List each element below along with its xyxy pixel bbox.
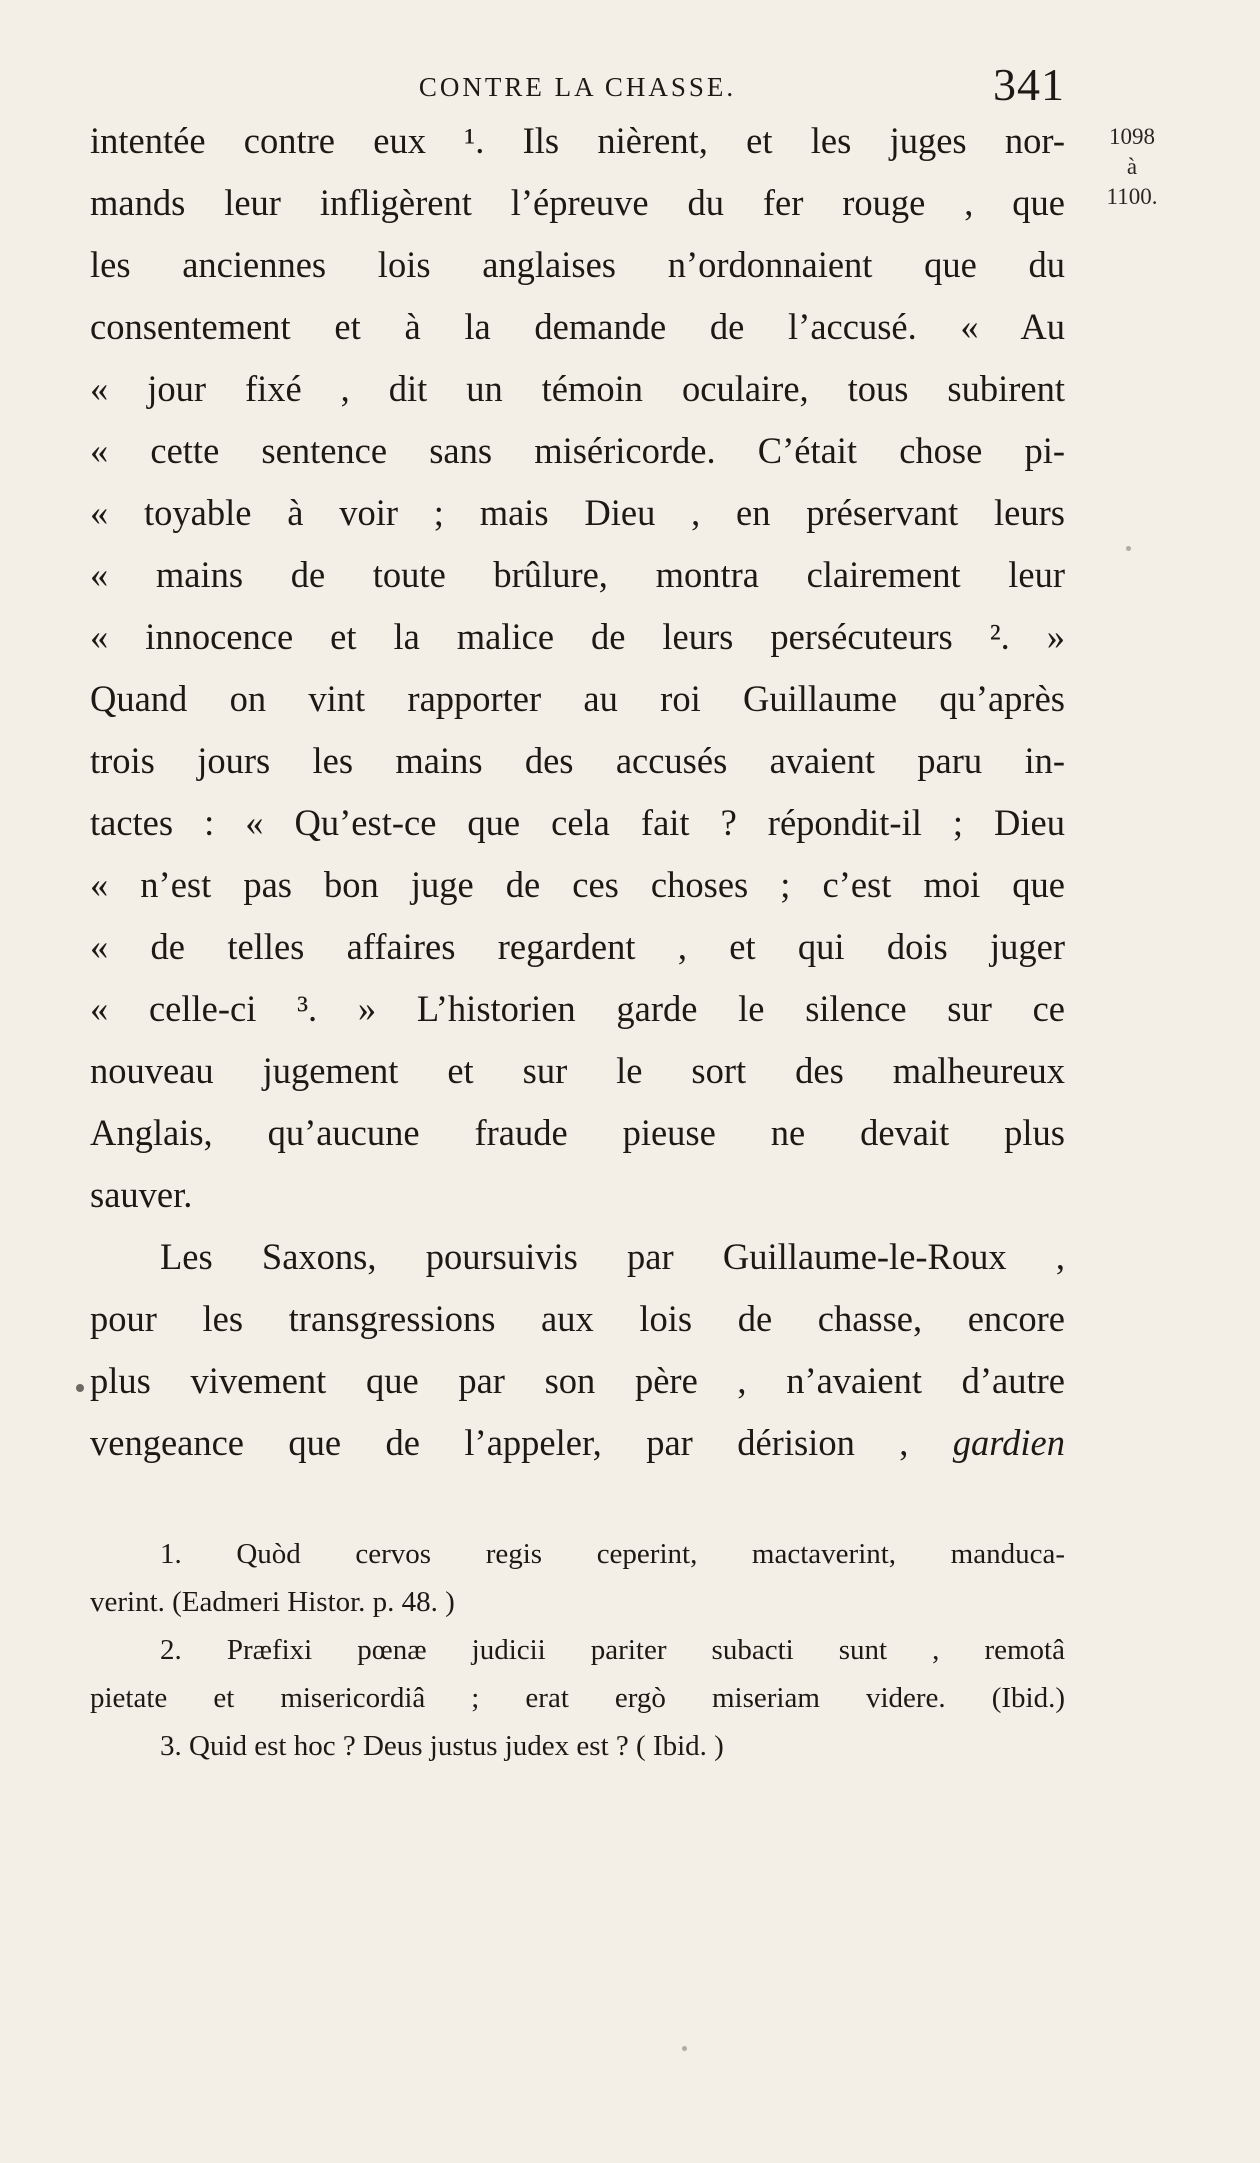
text-line: mands leur infligèrent l’épreuve du fer rouge , que <box>90 182 1065 223</box>
running-title: CONTRE LA CHASSE. <box>418 72 737 102</box>
text-line: « cette sentence sans miséricorde. C’était chose pi- <box>90 430 1065 471</box>
text-line: nouveau jugement et sur le sort des malheureux <box>90 1050 1065 1091</box>
paper-speck <box>682 2046 687 2051</box>
text-line: les anciennes lois anglaises n’ordonnaient que du <box>90 244 1065 285</box>
footnote-line: 3. Quid est hoc ? Deus justus judex est ? ( Ibid. ) <box>160 1730 724 1762</box>
page-number: 341 <box>993 59 1065 110</box>
text-line: Quand on vint rapporter au roi Guillaume qu’après <box>90 678 1065 719</box>
text-line: pour les transgressions aux lois de chasse, encore <box>90 1298 1065 1339</box>
italic-word: gardien <box>952 1422 1065 1463</box>
text-line: plus vivement que par son père , n’avaient d’autre <box>90 1360 1065 1401</box>
text-line: « celle-ci ³. » L’historien garde le silence sur ce <box>90 988 1065 1029</box>
text-line-final-roman: vengeance que de l’appeler, par dérision , <box>90 1422 909 1463</box>
margin-date-to: 1100. <box>1106 184 1158 209</box>
text-line: « innocence et la malice de leurs persécuteurs ². » <box>90 616 1065 657</box>
margin-date-connector: à <box>1126 154 1138 179</box>
text-line: « jour fixé , dit un témoin oculaire, tous subirent <box>90 368 1065 409</box>
text-line-final <box>90 1412 1065 1474</box>
text-line: Les Saxons, poursuivis par Guillaume-le-Roux , <box>160 1236 1065 1277</box>
main-text <box>90 110 1065 1474</box>
text-line: consentement et à la demande de l’accusé. « Au <box>90 306 1065 347</box>
footnotes <box>90 1530 1065 1770</box>
text-line: « de telles affaires regardent , et qui dois juger <box>90 926 1065 967</box>
margin-date-from: 1098 <box>1109 124 1155 149</box>
footnote-line: 2. Præfixi pœnæ judicii pariter subacti sunt , remotâ <box>160 1634 1065 1666</box>
text-line: « mains de toute brûlure, montra clairement leur <box>90 554 1065 595</box>
paper-speck <box>76 1384 84 1392</box>
text-line: intentée contre eux ¹. Ils nièrent, et les juges nor- <box>90 120 1065 161</box>
footnote-line: pietate et misericordiâ ; erat ergò miseriam videre. (Ibid.) <box>90 1682 1065 1714</box>
footnote-line: 1. Quòd cervos regis ceperint, mactaverint, manduca- <box>160 1538 1065 1570</box>
paper-speck <box>1126 546 1131 551</box>
text-line: Anglais, qu’aucune fraude pieuse ne devait plus <box>90 1112 1065 1153</box>
text-line: « n’est pas bon juge de ces choses ; c’est moi que <box>90 864 1065 905</box>
text-line: sauver. <box>90 1174 193 1215</box>
text-line: tactes : « Qu’est-ce que cela fait ? répondit-il ; Dieu <box>90 802 1065 843</box>
text-line: « toyable à voir ; mais Dieu , en préservant leurs <box>90 492 1065 533</box>
footnote-line: verint. (Eadmeri Histor. p. 48. ) <box>90 1586 455 1618</box>
text-line: trois jours les mains des accusés avaient paru in- <box>90 740 1065 781</box>
margin-date-note <box>1072 122 1192 212</box>
